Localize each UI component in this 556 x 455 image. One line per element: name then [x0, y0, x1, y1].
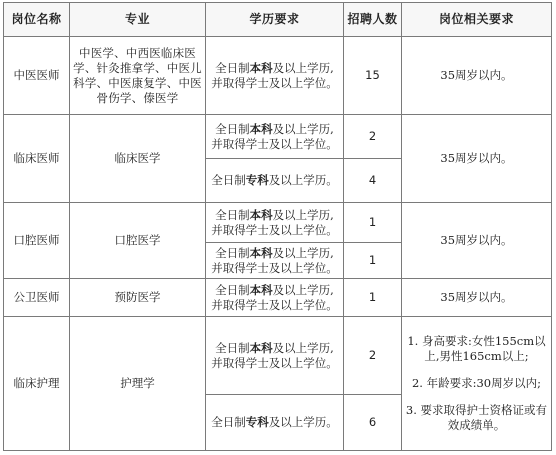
edu-rest: 及以上学历,	[272, 121, 334, 136]
edu-line2: 并取得学士及以上学位。	[211, 136, 338, 151]
edu-prefix: 全日制	[215, 282, 250, 297]
edu-rest: 及以上学历,	[272, 60, 334, 75]
edu-rest: 及以上学历,	[272, 340, 334, 355]
major-cell: 护理学	[70, 317, 206, 451]
count-cell: 1	[344, 203, 402, 243]
requirement-cell: 35周岁以内。	[402, 37, 552, 115]
education-cell	[206, 279, 344, 317]
edu-rest: 及以上学历,	[272, 245, 334, 260]
requirement-cell: 35周岁以内。	[402, 115, 552, 203]
edu-keyword: 本科	[249, 282, 273, 297]
edu-keyword: 专科	[245, 173, 269, 187]
major-cell: 临床医学	[70, 115, 206, 203]
requirement-item: 3. 要求取得护士资格证或有效成绩单。	[405, 403, 548, 432]
edu-line2: 并取得学士及以上学位。	[211, 355, 338, 370]
education-cell	[206, 395, 344, 451]
edu-rest: 及以上学历,	[272, 207, 334, 222]
edu-line2: 并取得学士及以上学位。	[211, 222, 338, 237]
position-cell: 临床医师	[4, 115, 70, 203]
count-cell: 2	[344, 317, 402, 395]
header-major: 专业	[70, 3, 206, 37]
position-cell: 临床护理	[4, 317, 70, 451]
major-cell: 预防医学	[70, 279, 206, 317]
edu-keyword: 本科	[249, 340, 273, 355]
requirement-item: 2. 年龄要求:30周岁以内;	[411, 376, 541, 390]
count-cell: 15	[344, 37, 402, 115]
edu-rest: 及以上学历。	[268, 173, 338, 187]
edu-rest: 及以上学历,	[272, 282, 334, 297]
edu-keyword: 本科	[249, 207, 273, 222]
header-row	[4, 3, 552, 37]
edu-line2: 并取得学士及以上学位。	[211, 297, 338, 312]
header-requirements: 岗位相关要求	[402, 3, 552, 37]
edu-prefix: 全日制	[215, 340, 250, 355]
count-cell: 1	[344, 279, 402, 317]
education-cell	[206, 317, 344, 395]
edu-keyword: 专科	[245, 415, 269, 429]
edu-prefix: 全日制	[215, 121, 250, 136]
table-row	[4, 279, 552, 317]
position-cell: 口腔医师	[4, 203, 70, 279]
requirement-cell: 35周岁以内。	[402, 203, 552, 279]
table-row	[4, 115, 552, 159]
major-cell: 中医学、中西医临床医学、针灸推拿学、中医儿科学、中医康复学、中医骨伤学、傣医学	[70, 37, 206, 115]
count-cell: 1	[344, 243, 402, 279]
header-education: 学历要求	[206, 3, 344, 37]
position-cell: 公卫医师	[4, 279, 70, 317]
edu-line2: 并取得学士及以上学位。	[211, 260, 338, 275]
table-row	[4, 317, 552, 395]
education-cell	[206, 159, 344, 203]
edu-prefix: 全日制	[211, 415, 246, 429]
education-cell	[206, 243, 344, 279]
count-cell: 2	[344, 115, 402, 159]
edu-keyword: 本科	[249, 121, 273, 136]
edu-line2: 并取得学士及以上学位。	[211, 75, 338, 90]
edu-keyword: 本科	[249, 245, 273, 260]
edu-rest: 及以上学历。	[268, 415, 338, 429]
recruitment-table	[3, 2, 552, 451]
header-count: 招聘人数	[344, 3, 402, 37]
table-row	[4, 37, 552, 115]
edu-keyword: 本科	[249, 60, 273, 75]
education-cell	[206, 37, 344, 115]
education-cell	[206, 203, 344, 243]
table-row	[4, 203, 552, 243]
requirement-cell: 35周岁以内。	[402, 279, 552, 317]
major-cell: 口腔医学	[70, 203, 206, 279]
header-position: 岗位名称	[4, 3, 70, 37]
edu-prefix: 全日制	[215, 245, 250, 260]
position-cell: 中医医师	[4, 37, 70, 115]
edu-prefix: 全日制	[215, 207, 250, 222]
count-cell: 6	[344, 395, 402, 451]
edu-prefix: 全日制	[215, 60, 250, 75]
count-cell: 4	[344, 159, 402, 203]
education-cell	[206, 115, 344, 159]
requirement-cell	[402, 317, 552, 451]
edu-prefix: 全日制	[211, 173, 246, 187]
requirement-item: 1. 身高要求:女性155cm以上,男性165cm以上;	[407, 334, 546, 363]
